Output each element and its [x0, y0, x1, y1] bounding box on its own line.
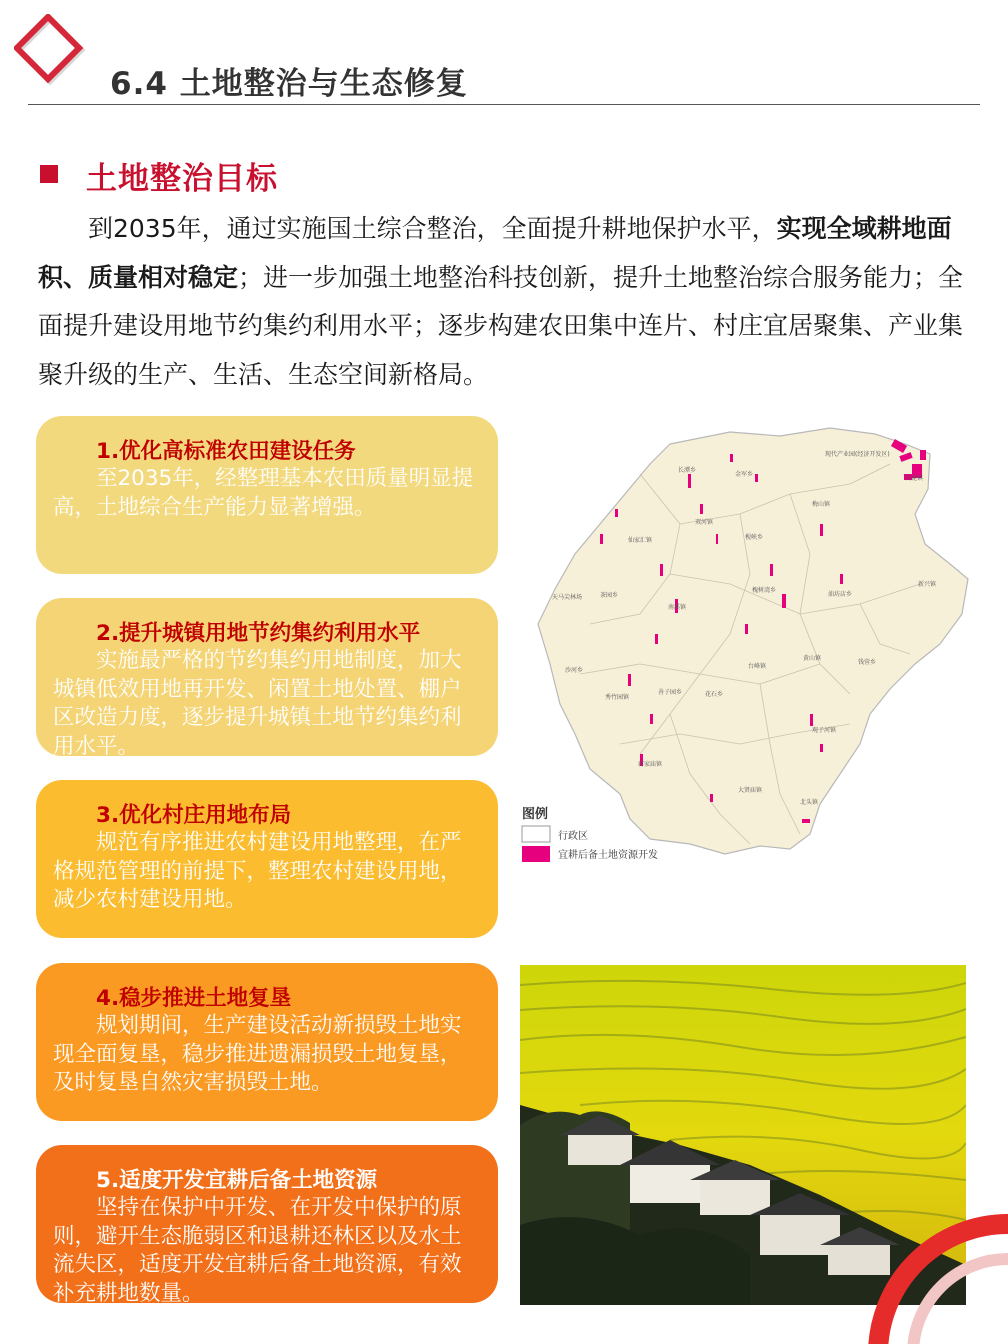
intro-text-1: 到2035年，通过实施国土综合整治，全面提升耕地保护水平，: [88, 214, 777, 243]
legend-swatch-admin: [522, 826, 550, 842]
section-heading: 土地整治目标: [86, 161, 278, 197]
diamond-logo-icon: [14, 14, 88, 88]
svg-text:枧峡乡: 枧峡乡: [745, 534, 764, 541]
goal-card-title: 2.提升城镇用地节约集约利用水平: [96, 621, 421, 646]
goal-card-body: 至2035年，经整理基本农田质量明显提高，土地综合生产能力显著增强。: [53, 466, 474, 520]
goal-card-body: 坚持在保护中开发、在开发中保护的原则，避开生态脆弱区和退耕还林区以及水土流失区，适度开发宜耕后备土地资源，有效补充耕地数量。: [53, 1195, 462, 1306]
goal-card-2: [36, 598, 498, 759]
svg-text:白鹿镇: 白鹿镇: [905, 475, 924, 482]
svg-text:茶园乡: 茶园乡: [600, 592, 619, 599]
svg-text:槐树湾乡: 槐树湾乡: [752, 587, 777, 594]
svg-text:南溪镇: 南溪镇: [668, 604, 687, 611]
svg-text:金军乡: 金军乡: [735, 471, 754, 478]
goal-card-body: 规划期间，生产建设活动新损毁土地实现全面复垦，稳步推进遗漏损毁土地复垦，及时复垦自然灾害损毁土地。: [53, 1013, 462, 1095]
svg-text:现代产业园(经济开发区): 现代产业园(经济开发区): [825, 451, 890, 458]
goal-card-5: [36, 1145, 498, 1306]
svg-text:台峰镇: 台峰镇: [748, 663, 767, 670]
svg-text:秀竹园镇: 秀竹园镇: [605, 694, 630, 701]
goal-card-4: [36, 963, 498, 1121]
intro-paragraph: [38, 205, 968, 399]
page-title: 6.4 土地整治与生态修复: [110, 66, 468, 102]
goal-card-title: 3.优化村庄用地布局: [96, 803, 292, 828]
goal-card-title: 5.适度开发宜耕后备土地资源: [96, 1168, 378, 1193]
svg-text:油坊店乡: 油坊店乡: [828, 591, 853, 598]
svg-text:沙河乡: 沙河乡: [565, 667, 584, 674]
svg-text:梅山镇: 梅山镇: [812, 501, 831, 508]
section-bullet-icon: [40, 165, 58, 183]
decorative-corner-arcs: [828, 1084, 1008, 1344]
goal-card-title: 4.稳步推进土地复垦: [96, 986, 292, 1011]
legend-label-admin: 行政区: [558, 831, 588, 842]
svg-text:花石乡: 花石乡: [705, 691, 724, 698]
goal-card-body: 规范有序推进农村建设用地整理，在严格规范管理的前提下，整理农村建设用地，减少农村建设用地。: [53, 830, 462, 912]
map-legend-title: 图例: [522, 807, 549, 822]
svg-text:黄山镇: 黄山镇: [803, 655, 822, 662]
land-development-map: [520, 414, 980, 872]
svg-text:长潭乡: 长潭乡: [678, 467, 697, 474]
svg-text:善子园乡: 善子园乡: [658, 689, 683, 696]
goal-card-1: [36, 416, 498, 574]
header-divider: [28, 104, 980, 105]
svg-text:北头镇: 北头镇: [800, 799, 819, 806]
legend-swatch-dev: [522, 846, 550, 862]
svg-text:钱营乡: 钱营乡: [858, 659, 877, 666]
goal-card-title: 1.优化高标准农田建设任务: [96, 439, 356, 464]
svg-text:双河镇: 双河镇: [695, 519, 714, 526]
svg-text:蒋家庙镇: 蒋家庙镇: [638, 761, 663, 768]
svg-text:仙家汇镇: 仙家汇镇: [628, 537, 653, 544]
goal-card-3: [36, 780, 498, 938]
legend-label-dev: 宜耕后备土地资源开发: [558, 850, 658, 861]
goal-card-body: 实施最严格的节约集约用地制度，加大城镇低效用地再开发、闲置土地处置、棚户区改造力度，逐步提升城镇土地节约集约利用水平。: [53, 648, 462, 759]
svg-text:大贤庙镇: 大贤庙镇: [738, 787, 763, 794]
svg-text:天马尖林场: 天马尖林场: [552, 594, 583, 601]
intro-text-2: ；进一步加强土地整治科技创新，提升土地整治综合服务能力；全面提升建设用地节约集约利用水平；逐步构建农田集中连片、村庄宜居聚集、产业集聚升级的生产、生活、生态空间新格局。: [38, 262, 964, 389]
svg-text:观子河镇: 观子河镇: [812, 727, 837, 734]
intro-text-bold: 实现全域耕地面积、质量相对稳定: [38, 214, 952, 292]
svg-text:新兴镇: 新兴镇: [918, 581, 937, 588]
